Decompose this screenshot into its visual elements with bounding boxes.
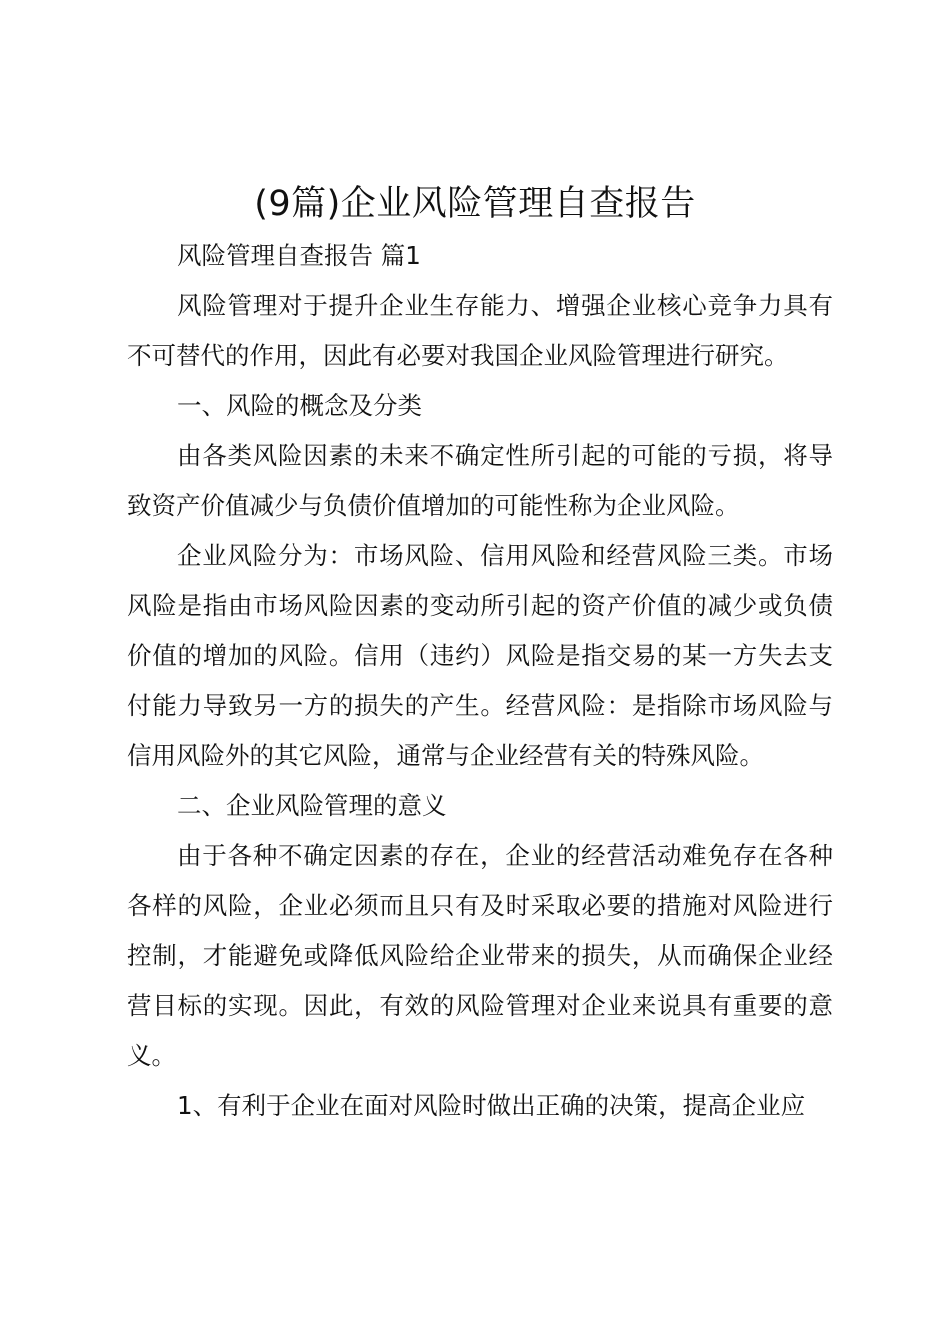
document-body (127, 231, 833, 1131)
document-title: (9篇)企业风险管理自查报告 (254, 184, 696, 224)
section-heading-significance: 二、企业风险管理的意义 (177, 791, 447, 820)
body-paragraph: 企业风险分为：市场风险、信用风险和经营风险三类。市场风险是指由市场风险因素的变动所引起的资产价值的减少或负债价值的增加的风险。信用（违约）风险是指交易的某一方失去支付能力导致另一方的损失的产生。经营风险：是指除市场风险与信用风险外的其它风险，通常与企业经营有关的特殊风险。 (127, 541, 833, 770)
section-heading-risk-concept: 一、风险的概念及分类 (177, 391, 422, 420)
section-heading-part-1: 风险管理自查报告 篇1 (177, 241, 421, 270)
body-paragraph: 由各类风险因素的未来不确定性所引起的可能的亏损，将导致资产价值减少与负债价值增加的可能性称为企业风险。 (127, 441, 833, 520)
body-paragraph: 由于各种不确定因素的存在，企业的经营活动难免存在各种各样的风险，企业必须而且只有及时采取必要的措施对风险进行控制，才能避免或降低风险给企业带来的损失，从而确保企业经营目标的实现。因此，有效的风险管理对企业来说具有重要的意义。 (127, 841, 833, 1070)
body-paragraph: 风险管理对于提升企业生存能力、增强企业核心竞争力具有不可替代的作用，因此有必要对我国企业风险管理进行研究。 (127, 291, 833, 370)
body-paragraph: 1、有利于企业在面对风险时做出正确的决策，提高企业应 (177, 1091, 806, 1120)
